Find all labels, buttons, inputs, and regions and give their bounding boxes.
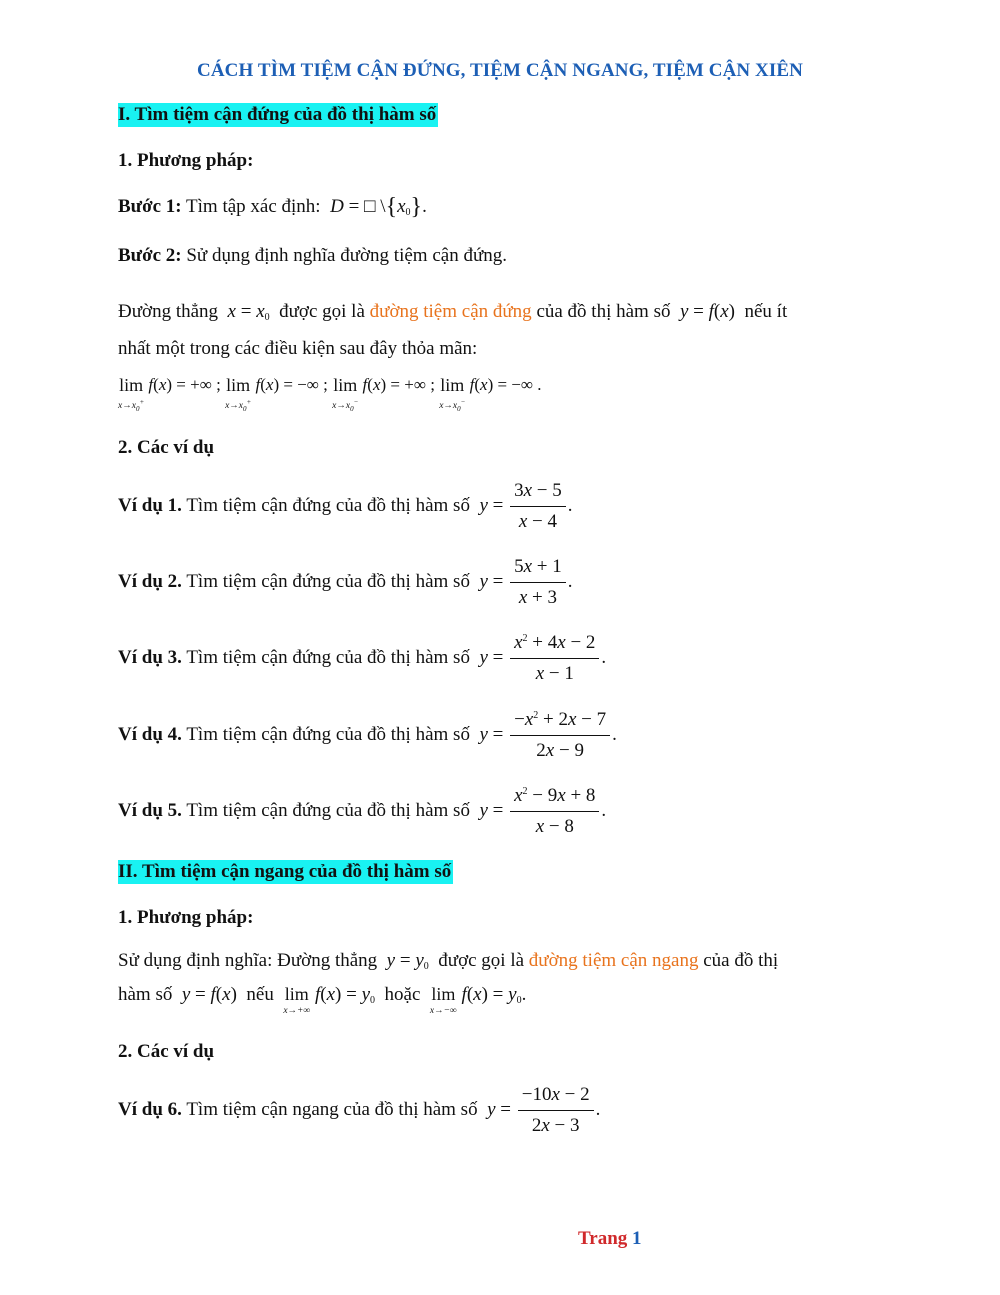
formula-x-eq-x0: $x = x_0$ xyxy=(227,301,270,323)
footer-word: Trang xyxy=(578,1228,628,1249)
example-3: Ví dụ 3. Tìm tiệm cận đứng của đồ thị hàm số y = $\frac{x^2 + 4x - 2}{x - 1}$ . xyxy=(118,632,607,684)
example-4-formula: $\frac{-x^2 + 2x - 7}{2x - 9}$ xyxy=(510,709,610,762)
step-1-label: Bước 1: xyxy=(118,196,182,217)
horizontal-asymptote-definition: Sử dụng định nghĩa: Đường thẳng $y = y_0$ được gọi là đường tiệm cận ngang của đồ thị xyxy=(118,950,779,972)
page-number: 1 xyxy=(632,1228,642,1249)
example-2-formula: $\frac{5x + 1}{x + 3}$ xyxy=(510,556,566,609)
section-2-examples-heading: 2. Các ví dụ xyxy=(118,1041,215,1062)
step-1-text: Tìm tập xác định: xyxy=(186,196,321,217)
section-1-method-heading: 1. Phương pháp: xyxy=(118,150,254,171)
step-2-text: Sử dụng định nghĩa đường tiệm cận đứng. xyxy=(186,245,507,266)
step-1 xyxy=(118,194,427,221)
example-6: Ví dụ 6. Tìm tiệm cận ngang của đồ thị hàm số y = $\frac{-10x - 2}{2x - 3}$ . xyxy=(118,1084,601,1136)
domain-formula: D = □ $\backslash\{x_0\}$. xyxy=(330,194,427,220)
limit-conditions: lim $x\to x_0^+$ f(x) = +∞ ; lim $x\to x_0^+$ f(x) = −∞ ; lim $x\to x_0^-$ f(x) = +∞ ; lim $x\to x_0^-$ f(x) = −∞ . xyxy=(118,375,542,414)
step-2-label: Bước 2: xyxy=(118,245,182,266)
example-5-formula: $\frac{x^2 - 9x + 8}{x - 8}$ xyxy=(510,785,599,838)
step-2 xyxy=(118,245,507,267)
section-2-method-heading: 1. Phương pháp: xyxy=(118,907,254,928)
example-4: Ví dụ 4. Tìm tiệm cận đứng của đồ thị hàm số y = $\frac{-x^2 + 2x - 7}{2x - 9}$ . xyxy=(118,709,617,761)
section-2-heading: II. Tìm tiệm cận ngang của đồ thị hàm số xyxy=(118,861,452,882)
example-1-formula: $\frac{3x - 5}{x - 4}$ xyxy=(510,480,566,533)
term-horizontal-asymptote: đường tiệm cận ngang xyxy=(528,950,699,971)
term-vertical-asymptote: đường tiệm cận đứng xyxy=(369,301,532,322)
section-1-heading: I. Tìm tiệm cận đứng của đồ thị hàm số xyxy=(118,104,437,125)
vertical-asymptote-definition: Đường thẳng $x = x_0$ được gọi là đường tiệm cận đứng của đồ thị hàm số y = f(x) nếu ít nhất một trong các điều kiện sau đây thỏa mãn: xyxy=(118,301,788,359)
example-5: Ví dụ 5. Tìm tiệm cận đứng của đồ thị hàm số y = $\frac{x^2 - 9x + 8}{x - 8}$ . xyxy=(118,785,607,837)
page-title: CÁCH TÌM TIỆM CẬN ĐỨNG, TIỆM CẬN NGANG, TIỆM CẬN XIÊN xyxy=(197,60,803,81)
horizontal-asymptote-definition-line-2: hàm số y = f(x) nếu lim x→+∞ $f(x) = y_0$ hoặc lim x→−∞ $f(x) = y_0$. xyxy=(118,984,527,1016)
formula-y-eq-fx: y = f(x) xyxy=(679,301,740,322)
page-footer xyxy=(578,1228,642,1250)
section-1-examples-heading: 2. Các ví dụ xyxy=(118,437,215,458)
example-2: Ví dụ 2. Tìm tiệm cận đứng của đồ thị hàm số y = $\frac{5x + 1}{x + 3}$ . xyxy=(118,556,573,608)
example-3-formula: $\frac{x^2 + 4x - 2}{x - 1}$ xyxy=(510,632,599,685)
example-1: Ví dụ 1. Tìm tiệm cận đứng của đồ thị hàm số y = $\frac{3x - 5}{x - 4}$ . xyxy=(118,480,573,532)
example-6-formula: $\frac{-10x - 2}{2x - 3}$ xyxy=(518,1084,594,1137)
